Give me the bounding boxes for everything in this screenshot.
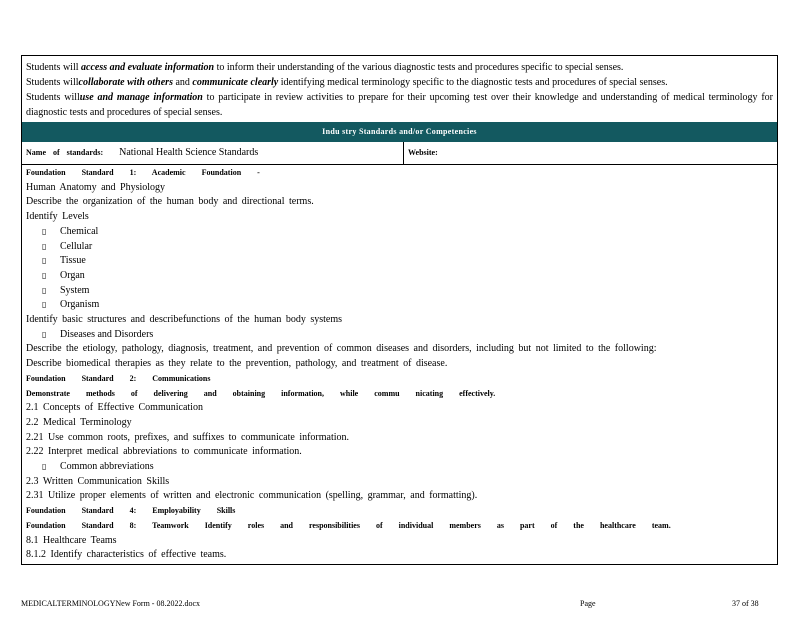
bullet-item bbox=[26, 254, 773, 269]
standards-name-label: Name of standards: bbox=[26, 148, 104, 157]
standards-name-row bbox=[21, 142, 778, 165]
emphasis-text: access and evaluate information bbox=[81, 62, 215, 73]
bullet-item bbox=[26, 460, 773, 475]
content-line: Identify basic structures and describefunctions of the human body systems bbox=[26, 314, 342, 326]
bullet-box-icon: ▯ bbox=[42, 329, 47, 339]
bullet-text: Common abbreviations bbox=[60, 461, 154, 473]
content-line: 2.3 Written Communication Skills bbox=[26, 475, 170, 487]
intro-section bbox=[21, 55, 778, 122]
footer-page-number: 37 of 38 bbox=[732, 599, 759, 608]
bullet-item bbox=[26, 284, 773, 299]
bullet-text: Chemical bbox=[60, 225, 99, 237]
text-span: to participate in review activities to prepare for their upcoming test over their knowledge and understanding of medical terminology for diagnostic tests and procedures of special senses. bbox=[26, 92, 773, 118]
bullet-item bbox=[26, 298, 773, 313]
bullet-box-icon: ▯ bbox=[42, 226, 47, 236]
content-line: 2.1 Concepts of Effective Communication bbox=[26, 402, 203, 414]
text-span: to inform their understanding of the various diagnostic tests and procedures specific to special senses. bbox=[214, 62, 624, 73]
content-line: 8.1.2 Identify characteristics of effective teams. bbox=[26, 549, 227, 561]
standards-content bbox=[21, 165, 778, 565]
intro-paragraph-3 bbox=[26, 90, 773, 120]
bullet-text: Diseases and Disorders bbox=[60, 328, 154, 340]
standards-band-header: Indu stry Standards and/or Competencies bbox=[21, 122, 778, 142]
standard-heading: Foundation Standard 1: Academic Foundation - bbox=[26, 168, 260, 177]
standards-name-value: National Health Science Standards bbox=[119, 147, 259, 158]
standard-heading: Demonstrate methods of delivering and obtaining information, while commu nicating effectively. bbox=[26, 388, 496, 398]
bullet-text: Organism bbox=[60, 299, 100, 311]
standards-name-cell bbox=[22, 142, 404, 164]
bullet-text: Cellular bbox=[60, 240, 93, 252]
bullet-text: System bbox=[60, 284, 90, 296]
content-line: Identify Levels bbox=[26, 211, 89, 223]
intro-paragraph-2 bbox=[26, 75, 773, 90]
text-span: Students will bbox=[26, 77, 79, 88]
bullet-box-icon: ▯ bbox=[42, 285, 47, 295]
text-span: Students will bbox=[26, 92, 80, 103]
text-span: and bbox=[172, 77, 193, 88]
standard-heading: Foundation Standard 8: Teamwork Identify roles and responsibilities of individual members as part of the healthcare team. bbox=[26, 520, 671, 530]
bullet-text: Tissue bbox=[60, 255, 86, 267]
footer-page-label: Page bbox=[580, 599, 596, 608]
website-cell: Website: bbox=[408, 148, 438, 157]
bullet-item bbox=[26, 240, 773, 255]
bullet-box-icon: ▯ bbox=[42, 462, 47, 472]
bullet-item bbox=[26, 269, 773, 284]
bullet-item bbox=[26, 328, 773, 343]
text-span: Students will bbox=[26, 62, 82, 73]
content-line: Describe biomedical therapies as they relate to the prevention, pathology, and treatment of disease. bbox=[26, 358, 448, 370]
content-line: 2.22 Interpret medical abbreviations to communicate information. bbox=[26, 446, 302, 458]
content-line: 2.2 Medical Terminology bbox=[26, 416, 132, 428]
emphasis-text: use and manage information bbox=[79, 92, 203, 103]
footer-filename: MEDICALTERMINOLOGYNew Form - 08.2022.docx bbox=[21, 599, 201, 608]
bullet-item bbox=[26, 225, 773, 240]
bullet-text: Organ bbox=[60, 269, 85, 281]
bullet-box-icon: ▯ bbox=[42, 270, 47, 280]
document-body bbox=[21, 55, 778, 565]
text-span: identifying medical terminology specific to the diagnostic tests and procedures of special senses. bbox=[278, 77, 668, 88]
emphasis-text: communicate clearly bbox=[192, 77, 279, 88]
standard-heading: Foundation Standard 2: Communications bbox=[26, 373, 211, 383]
bullet-box-icon: ▯ bbox=[42, 300, 47, 310]
content-line: Human Anatomy and Physiology bbox=[26, 181, 166, 193]
bullet-box-icon: ▯ bbox=[42, 241, 47, 251]
content-line: 8.1 Healthcare Teams bbox=[26, 534, 117, 546]
bullet-box-icon: ▯ bbox=[42, 256, 47, 266]
emphasis-text: collaborate with others bbox=[78, 77, 173, 88]
standard-heading: Foundation Standard 4: Employability Skills bbox=[26, 506, 236, 516]
content-line: Describe the organization of the human body and directional terms. bbox=[26, 196, 314, 208]
content-line: 2.31 Utilize proper elements of written and electronic communication (spelling, grammar, and formatting). bbox=[26, 490, 478, 502]
content-line: Describe the etiology, pathology, diagnosis, treatment, and prevention of common diseases and disorders, including but not limited to the following: bbox=[26, 343, 657, 355]
content-line: 2.21 Use common roots, prefixes, and suffixes to communicate information. bbox=[26, 431, 350, 443]
intro-paragraph-1 bbox=[26, 60, 773, 75]
